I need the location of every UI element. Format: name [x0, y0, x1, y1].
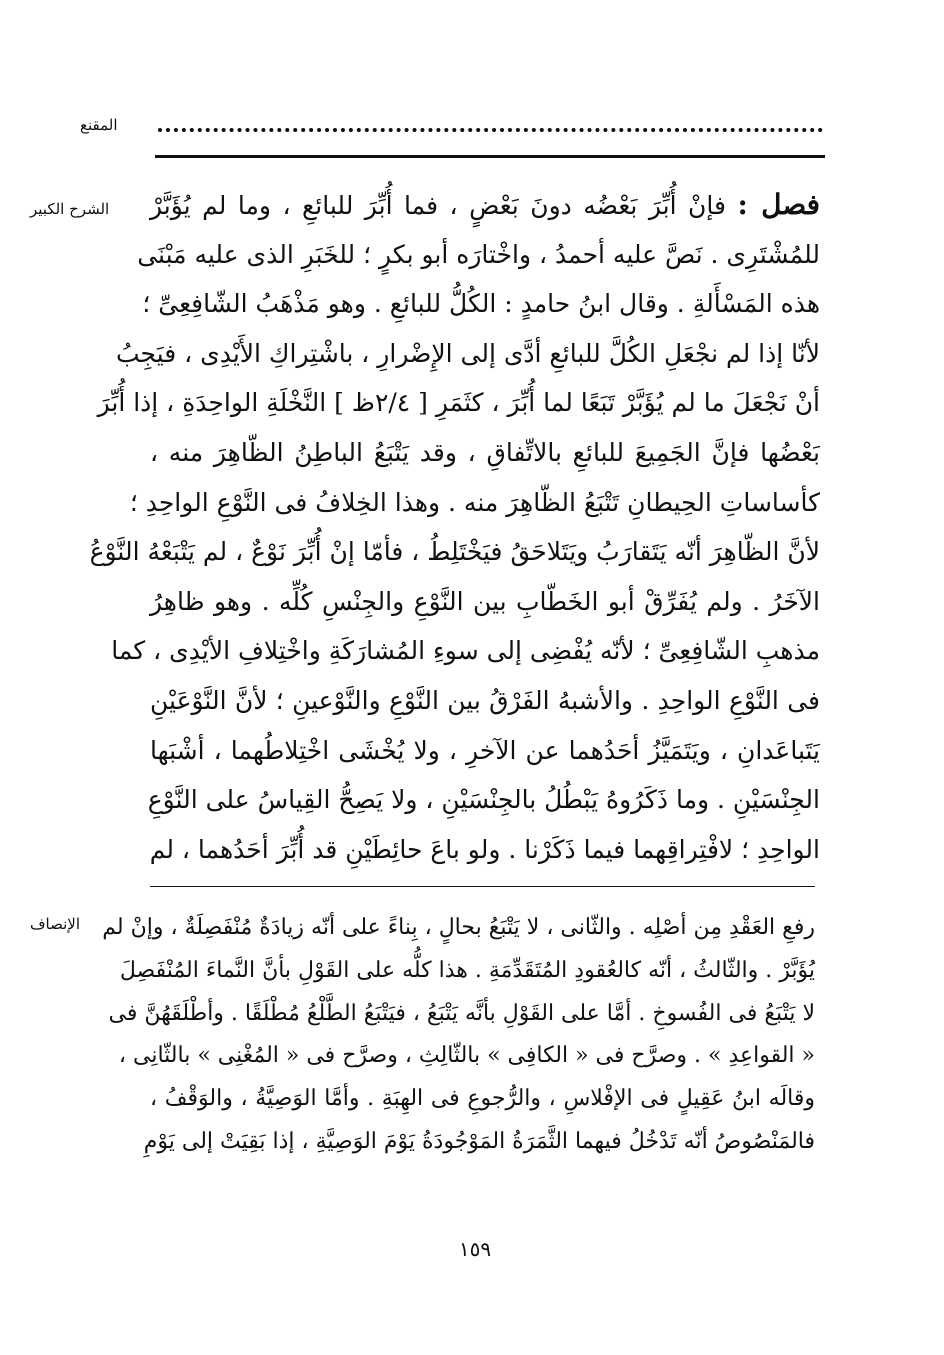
text-line: لأنَّ الظّاهِرَ أنّه يَتَقارَبُ ويَتَلاحَقُ فيَخْتَلِطُ ، فأمّا إنْ أُبِّرَ نَوْعٌ ، لم يَتْبَعْهُ النَّوْعُ [89, 537, 820, 567]
text-line: لأنّا إذا لم نجْعَلِ الكُلَّ للبائعِ أدَّى إلى الإِضْرارِ ، باشْتِراكِ الأَيْدِى ، فيَجِبُ [115, 338, 820, 368]
text-line: أنْ نَجْعَلَ ما لم يُؤَبَّرْ تَبَعًا لما أُبِّرَ ، كثَمَرِ [ ٢/٤ظ ] النَّخْلَةِ الواحِدَةِ ، إذا أُبِّرَ [97, 388, 820, 418]
text-line: يُؤَبَّرْ . والثّالثُ ، أنّه كالعُقودِ المُتَقَدِّمَةِ . هذا كلُّه على القَوْلِ بأنَّ النَّماءَ المُنْفَصِلَ [119, 957, 815, 983]
text-line: الواحِدِ ؛ لافْتِراقِهما فيما ذَكَرْنا . ولو باعَ حائِطَيْنِ قد أُبِّرَ أحَدُهما ، لم [149, 834, 820, 864]
section-divider [150, 886, 815, 887]
text-line: هذه المَسْأَلةِ . وقال ابنُ حامدٍ : الكُلُّ للبائعِ . وهو مَذْهَبُ الشّافِعِىِّ ؛ [142, 289, 820, 319]
text-line: رفعِ العَقْدِ مِن أصْلِه . والثّانى ، لا يَتْبَعُ بحالٍ ، بِناءً على أنّه زيادَةٌ مُنْفَصِلَةٌ ، وإنْ لم [102, 915, 815, 940]
sharh-text [89, 180, 820, 874]
text-line: فى النَّوْعِ الواحِدِ . والأشبهُ الفَرْقُ بين النَّوْعِ والنَّوْعينِ ؛ لأنَّ النَّوْعَيْنِ [150, 685, 820, 715]
text-line: الآخَرُ . ولم يُفَرِّقْ أبو الخَطّابِ بين النَّوْعِ والجِنْسِ كُلِّه . وهو ظاهِرُ [150, 586, 820, 616]
text-line: الجِنْسَيْنِ . وما ذَكَرُوهُ يَبْطُلُ بالجِنْسَيْنِ ، ولا يَصِحُّ القِياسُ على النَّوْعِ [147, 785, 820, 815]
text-line: « القواعِدِ » . وصرَّح فى « الكافِى » بالثّالِثِ ، وصرَّح فى « المُغْنِى » بالثّانِى ، [118, 1043, 815, 1069]
text-line: مذهبِ الشّافِعِىِّ ؛ لأنّه يُفْضِى إلى سوءِ المُشارَكَةِ واخْتِلافِ الأيْدِى ، كما [111, 636, 820, 666]
text-line: يَتَباعَدانِ ، ويَتَمَيَّزُ أحَدُهما عن الآخرِ ، ولا يُخْشَى اخْتِلاطُهما ، أشْبَها [150, 735, 820, 765]
section-lead: فصل : [737, 188, 820, 221]
header-rule [155, 155, 825, 158]
insaf-text [102, 907, 815, 1164]
sharh-section-label: الشرح الكبير [30, 200, 110, 218]
text-line: بَعْضُها فإنَّ الجَمِيعَ للبائعِ بالاتِّفاقِ ، وقد يَتْبَعُ الباطِنُ الظّاهِرَ منه ، [150, 437, 820, 467]
dotted-leader [158, 128, 823, 132]
book-title-label: المقنع [80, 116, 118, 134]
text-line: للمُشْتَرِى . نَصَّ عليه أحمدُ ، واخْتارَه أبو بكرٍ ؛ للخَبَرِ الذى عليه مَبْنَى [137, 239, 820, 269]
text-line: وقالَه ابنُ عَقِيلٍ فى الإفْلاسِ ، والرُّجوعِ فى الهِبَةِ . وأمَّا الوَصِيَّةُ ، والوَقْفُ ، [150, 1086, 815, 1112]
text-line: فصل : فإنْ أُبِّرَ بَعْضُه دونَ بَعْضٍ ، فما أُبِّرَ للبائعِ ، وما لم يُؤَبَّرْ [150, 188, 820, 221]
text-line: كأساساتِ الحِيطانِ تَتْبَعُ الظّاهِرَ منه . وهذا الخِلافُ فى النَّوْعِ الواحِدِ ؛ [129, 487, 820, 517]
text-line: لا يَتْبَعُ فى الفُسوخِ . أمَّا على القَوْلِ بأنَّه يَتْبَعُ ، فيَتْبَعُ الطَّلْعُ مُطْلَقًا . وأطْلَقَهُنَّ فى [108, 1000, 815, 1026]
page-number: ١٥٩ [458, 1237, 492, 1261]
text-line: فالمَنْصُوصُ أنّه تَدْخُلُ فيهما الثَّمَرَةُ المَوْجُودَةُ يَوْمَ الوَصِيَّةِ ، إذا بَقِيَتْ إلى يَوْمِ [143, 1128, 815, 1154]
insaf-section-label: الإنصاف [30, 915, 81, 933]
